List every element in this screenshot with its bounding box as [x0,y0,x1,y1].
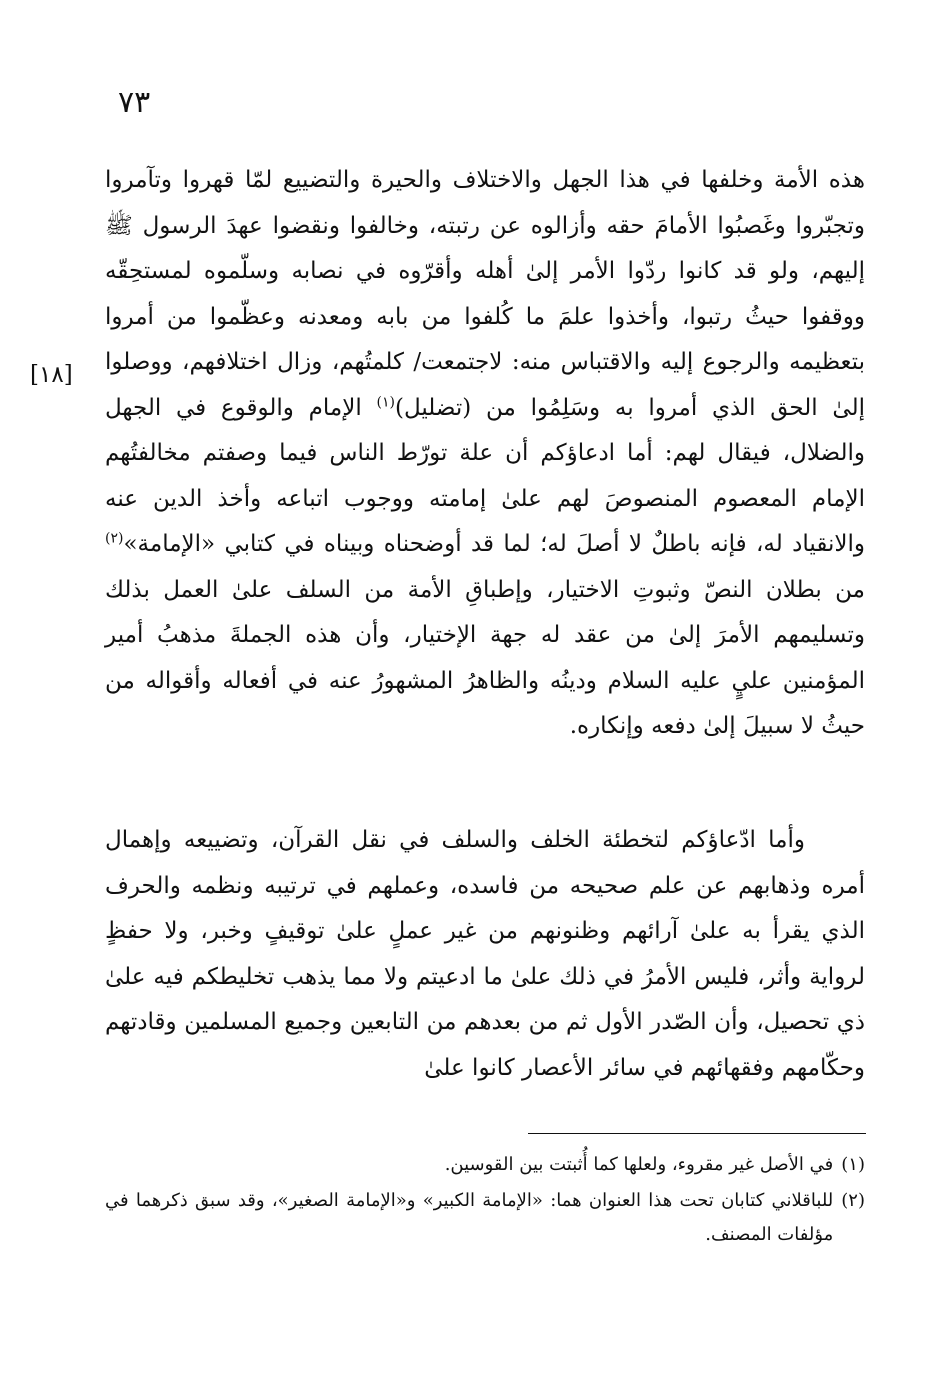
paragraph-1-text [105,158,865,750]
footnote-ref-2: (٢) [105,530,124,547]
footnote-1-text: في الأصل غير مقروء، ولعلها كما أُثبتت بين القوسين. [444,1154,834,1175]
footnote-2-number: (٢) [841,1190,865,1211]
footnote-1-number: (١) [841,1154,865,1175]
paragraph-2 [105,818,865,1091]
paragraph-1-part-1: هذه الأمة وخلفها في هذا الجهل والاختلاف والحيرة والتضييع لمّا قهروا وتآمروا وتجبّروا وغَصبُوا الأمامَ حقه وأزالوه عن رتبته، وخالفوا ونقضوا عهدَ الرسول ﷺ إليهم، ولو قد كانوا ردّوا الأمر إلىٰ أهله وأقرّوه في نصابه وسلّموه لمستحِقّه ووقفوا حيثُ رتبوا، وأخذوا علمَ ما كُلفوا من بابه ومعدنه وعظّموا من أمروا بتعظيمه والرجوع إليه والاقتباس منه: لاجتمعت/ كلمتُهم، وزال اختلافهم، ووصلوا إلىٰ الحق الذي أمروا به وسَلِمُوا من (تضليل) [105,167,865,421]
paragraph-1-part-3: من بطلان النصّ وثبوتِ الاختيار، وإطباقِ الأمة من السلف علىٰ العمل بذلك وتسليمهم الأمرَ إلىٰ من عقد له جهة الإختيار، وأن هذه الجملةَ مذهبُ أمير المؤمنين عليٍ عليه السلام ودينُه والظاهرُ المشهورُ عنه في أفعاله وأقواله من حيثُ لا سبيلَ إلىٰ دفعه وإنكاره. [105,576,865,739]
paragraph-2-text: وأما ادّعاؤكم لتخطئة الخلف والسلف في نقل القرآن، وتضييعه وإهمال أمره وذهابهم عن علم صحيحه من فاسده، وعملهم في ترتيبه ونظمه والحرف الذي يقرأ به علىٰ آرائهم وظنونهم من غير عملٍ علىٰ توقيفٍ وخبر، ولا حفظٍ لرواية وأثر، فليس الأمرُ في ذلك علىٰ ما ادعيتم ولا مما يذهب تخليطكم فيه علىٰ ذي تحصيل، وأن الصّدر الأول ثم من بعدهم من التابعين وجميع المسلمين وقادتهم وحكّامهم وفقهائهم في سائر الأعصار كانوا علىٰ [105,827,865,1081]
paragraph-1-part-2: الإمام والوقوع في الجهل والضلال، فيقال لهم: أما ادعاؤكم أن علة تورّط الناس فيما وصفتم مخالفتُهم الإمام المعصوم المنصوصَ لهم علىٰ إمامته ووجوب اتباعه وأخذ الدين عنه والانقياد له، فإنه باطلٌ لا أصلَ له؛ لما قد أوضحناه وبيناه في كتابي «الإمامة» [105,394,865,557]
page-number: ٧٣ [118,85,151,120]
manuscript-folio-marker: [١٨] [30,362,73,388]
footnote-separator [528,1133,866,1134]
footnote-1 [105,1148,865,1182]
footnote-2-text: للباقلاني كتابان تحت هذا العنوان هما: «الإمامة الكبير» و«الإمامة الصغير»، وقد سبق ذكرهما في مؤلفات المصنف. [105,1190,834,1245]
footnote-ref-1: (١) [376,393,395,410]
footnote-2 [105,1184,865,1252]
paragraph-1 [105,158,865,750]
footnotes [105,1148,865,1254]
